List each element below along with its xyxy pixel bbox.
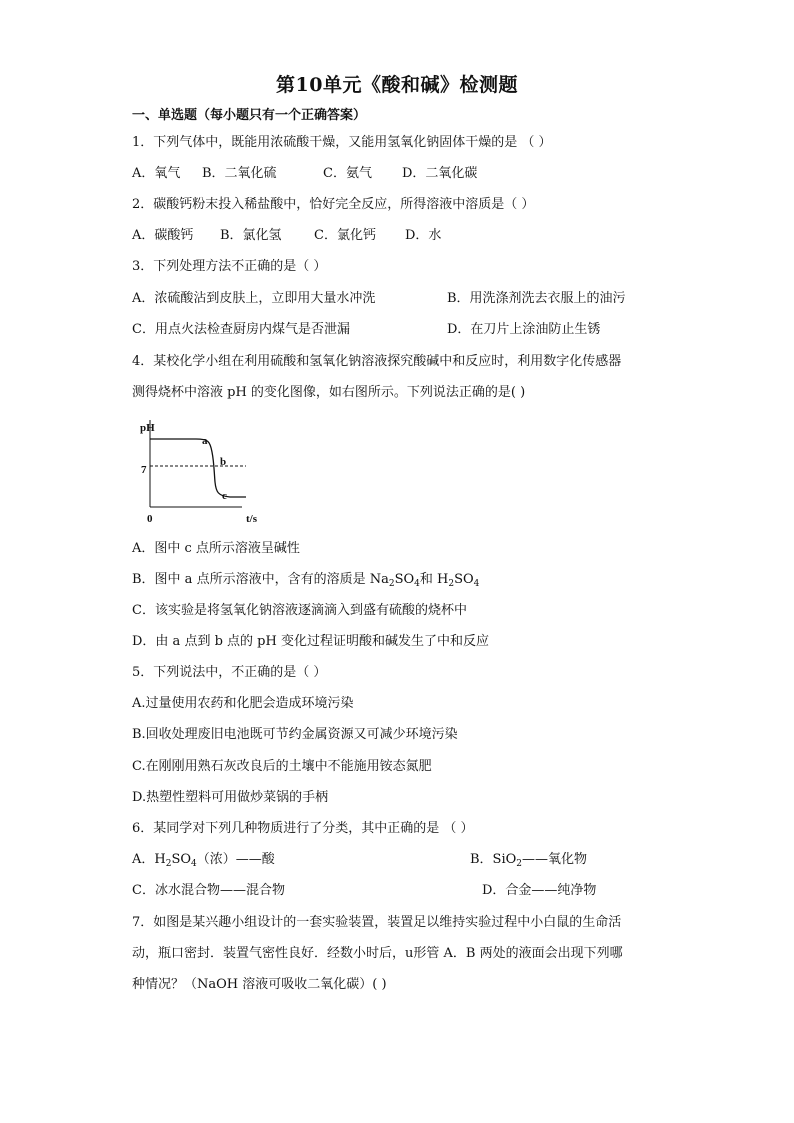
question-3-option-d: D．在刀片上涂油防止生锈 bbox=[447, 322, 601, 337]
question-4-stem-line-1: 4．某校化学小组在利用硫酸和氢氧化钠溶液探究酸碱中和反应时，利用数字化传感器 bbox=[132, 354, 622, 369]
question-5-option-b: B.回收处理废旧电池既可节约金属资源又可减少环境污染 bbox=[132, 727, 458, 742]
option-a-text: A．H bbox=[132, 852, 166, 867]
question-6-option-c: C．冰水混合物——混合物 bbox=[132, 883, 285, 898]
question-6-option-a bbox=[132, 848, 275, 867]
question-1-stem: 1．下列气体中，既能用浓硫酸干燥，又能用氢氧化钠固体干燥的是 （ ） bbox=[132, 135, 552, 150]
question-4-option-c: C．该实验是将氢氧化钠溶液逐滴滴入到盛有硫酸的烧杯中 bbox=[132, 603, 467, 618]
question-5-option-d: D.热塑性塑料可用做炒菜锅的手柄 bbox=[132, 790, 329, 805]
subscript: 2 bbox=[388, 579, 395, 589]
question-7-line-1: 7．如图是某兴趣小组设计的一套实验装置，装置足以维持实验过程中小白鼠的生命活 bbox=[132, 915, 622, 930]
question-1-option-a: A．氧气 bbox=[132, 166, 181, 181]
question-1-option-d: D．二氧化碳 bbox=[402, 166, 478, 181]
ph-curve-figure bbox=[138, 412, 262, 530]
ph-curve bbox=[150, 439, 246, 497]
question-4-option-a: A．图中 c 点所示溶液呈碱性 bbox=[132, 541, 300, 556]
page-title: 第10单元《酸和碱》检测题 bbox=[276, 74, 518, 96]
question-3-option-c: C．用点火法检查厨房内煤气是否泄漏 bbox=[132, 322, 350, 337]
ph-7-label: 7 bbox=[141, 464, 147, 476]
question-2-stem: 2．碳酸钙粉末投入稀盐酸中，恰好完全反应，所得溶液中溶质是（ ） bbox=[132, 197, 535, 212]
question-6-option-d: D．合金——纯净物 bbox=[482, 883, 597, 898]
question-4-stem-line-2: 测得烧杯中溶液 pH 的变化图像，如右图所示。下列说法正确的是( ) bbox=[132, 385, 526, 400]
option-b-text: ——氧化物 bbox=[522, 852, 588, 867]
subscript: 4 bbox=[191, 859, 197, 869]
option-b-text: B．SiO bbox=[470, 852, 517, 867]
subscript: 4 bbox=[414, 579, 420, 589]
question-1-option-c: C．氨气 bbox=[323, 166, 372, 181]
origin-label: 0 bbox=[147, 513, 153, 525]
question-5-option-a: A.过量使用农药和化肥会造成环境污染 bbox=[132, 696, 354, 711]
question-5-option-c: C.在刚刚用熟石灰改良后的土壤中不能施用铵态氮肥 bbox=[132, 759, 432, 774]
question-2-option-a: A．碳酸钙 bbox=[132, 228, 194, 243]
option-b-text: 和 H bbox=[419, 572, 449, 587]
option-b-text: SO bbox=[454, 572, 474, 587]
section-heading: 一、单选题（每小题只有一个正确答案） bbox=[132, 108, 367, 123]
question-5-stem: 5．下列说法中，不正确的是（ ） bbox=[132, 665, 327, 680]
option-b-text: B．图中 a 点所示溶液中，含有的溶质是 Na bbox=[132, 572, 389, 587]
question-4-option-b bbox=[132, 568, 479, 587]
option-a-text: SO bbox=[171, 852, 192, 867]
question-3-option-a: A．浓硫酸沾到皮肤上，立即用大量水冲洗 bbox=[132, 291, 376, 306]
question-2-option-d: D．水 bbox=[405, 228, 442, 243]
y-axis-label: pH bbox=[140, 422, 155, 434]
question-2-option-c: C．氯化钙 bbox=[314, 228, 376, 243]
question-6-stem: 6．某同学对下列几种物质进行了分类，其中正确的是 （ ） bbox=[132, 821, 474, 836]
x-axis-label: t/s bbox=[246, 513, 257, 525]
point-c-label: c bbox=[222, 490, 227, 502]
question-2-option-b: B．氯化氢 bbox=[220, 228, 282, 243]
question-3-stem: 3．下列处理方法不正确的是（ ） bbox=[132, 259, 327, 274]
option-b-text: SO bbox=[394, 572, 415, 587]
question-7-line-3: 种情况？（NaOH 溶液可吸收二氧化碳）( ) bbox=[132, 977, 387, 992]
subscript: 4 bbox=[473, 579, 480, 589]
point-a-label: a bbox=[202, 435, 208, 447]
question-1-option-b: B．二氧化硫 bbox=[202, 166, 277, 181]
point-b-label: b bbox=[220, 456, 227, 468]
subscript: 2 bbox=[165, 859, 172, 869]
option-a-text: （浓）——酸 bbox=[196, 852, 275, 867]
question-4-option-d: D．由 a 点到 b 点的 pH 变化过程证明酸和碱发生了中和反应 bbox=[132, 634, 489, 649]
ph-curve-graph bbox=[138, 412, 262, 530]
question-3-option-b: B．用洗涤剂洗去衣服上的油污 bbox=[447, 291, 626, 306]
question-6-option-b bbox=[470, 848, 587, 867]
subscript: 2 bbox=[516, 859, 523, 869]
subscript: 2 bbox=[448, 579, 455, 589]
question-7-line-2: 动，瓶口密封．装置气密性良好．经数小时后，u形管 A．B 两处的液面会出现下列哪 bbox=[132, 946, 623, 961]
